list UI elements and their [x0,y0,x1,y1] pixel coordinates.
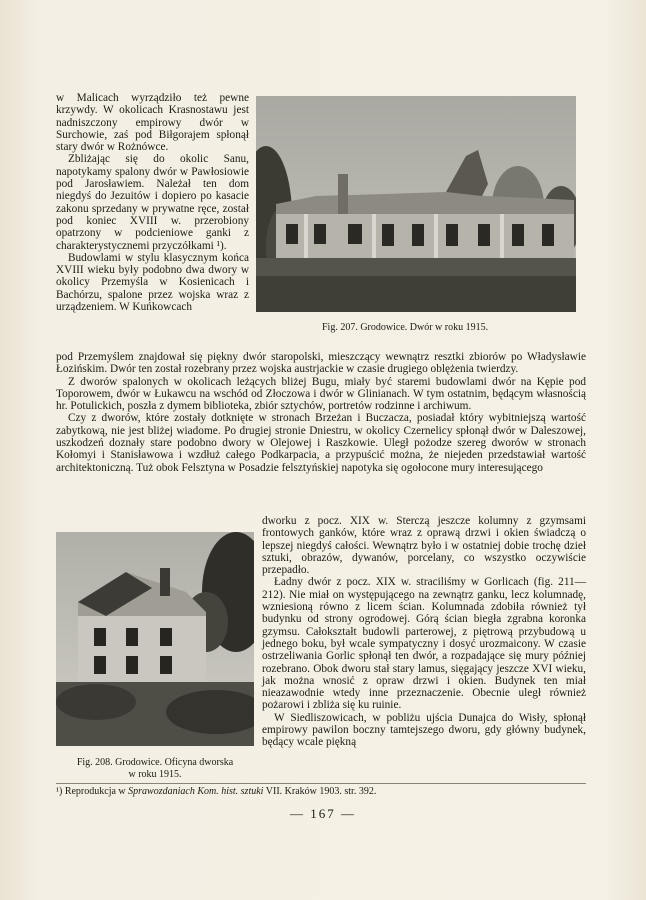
paragraph: Zbliżając się do okolic Sanu, napotykamy spalony dwór w Pawłosiowie pod Jarosławiem. Należał ten dom niegdyś do Jezuitów i dopiero po kasacie zakonu sprzedany w prywatne ręce, został pod koniec XVIII w. przerobiony opatrzony w podcieniowe ganki z charakterystycznemi przyczółkami ¹). [56,153,249,252]
footnote-suffix: VII. Kraków 1903. str. 392. [263,786,377,797]
figure-208-caption-line1: Fig. 208. Grodowice. Oficyna dworska [76,757,234,768]
outbuilding-image [56,532,254,746]
paragraph: W Siedliszowicach, w pobliżu ujścia Dunajca do Wisły, spłonął empirowy pawilon boczny tamtejszego dworu, gdy główny budynek, będący wcale piękną [262,711,586,749]
paragraph: dworku z pocz. XIX w. Sterczą jeszcze kolumny z gzymsami frontowych ganków, które wraz z oprawą drzwi i okien świadczą o lepszej niegdyś całości. Wewnątrz było i w ostatniej dobie trochę dzieł sztuki, obrazów, dywanów, porcelany, co wszystko oczywiście przepadło. [262,515,586,577]
footnote-prefix: ¹) Reprodukcja w [56,786,129,797]
page-number: — 167 — [290,806,356,821]
text-column-full-top [56,351,586,474]
figure-207-photo [256,96,576,312]
figure-208-photo [56,532,254,746]
text-column-right [262,515,586,749]
text-column-top-left [56,92,249,313]
paragraph: w Malicach wyrządziło też pewne krzywdy. W okolicach Krasnostawu jest nadniszczony empirowy dwór w Surchowie, zaś pod Biłgorajem spłonął stary dwór w Rożnówce. [56,92,249,154]
figure-207-caption: Fig. 207. Grodowice. Dwór w roku 1915. [322,322,489,333]
ruined-manor-image [256,96,576,312]
paragraph: pod Przemyślem znajdował się piękny dwór staropolski, mieszczący wewnątrz resztki zbiorów po Władysławie Łozińskim. Dwór ten został rozebrany przez wojska austrjackie w czasie drugiego oblężenia twierdzy. [56,351,586,376]
figure-208-caption [56,757,254,781]
paragraph: Ładny dwór z pocz. XIX w. straciliśmy w Gorlicach (fig. 211—212). Nie miał on występującego na zewnątrz ganku, lecz kolumnadę, wzniesioną równo z licem ścian. Kolumnada zdobiła również tył budynku od strony ogrodowej. Górą ścian biegła zgrabna koronka gzymsu. Całokształt budowli parterowej, z piętrową przybudową u jednego boku, był wcale sympatyczny i dosyć urozmaicony. W czasie ostrzeliwania Gorlic spłonął ten dwór, a rozpadające się mury później rozebrano. Obok dworu stał stary lamus, sięgający jeszcze XVI wieku, jak można wnosić z opraw drzwi i okien. Budynek ten miał nieazawodnie wtedy inne przeznaczenie. Obecnie uległ również pożarowi i zbliża się ku ruinie. [262,576,586,712]
figure-208-caption-line2: w roku 1915. [128,769,182,780]
footnote [56,783,586,798]
paragraph: Budowlami w stylu klasycznym końca XVIII wieku były podobno dwa dwory w okolicy Przemyśla w Kosienicach i Bachórzu, spalone przez wojska wraz z urządzeniem. W Kuńkowcach [56,251,249,314]
paragraph: Z dworów spalonych w okolicach leżących bliżej Bugu, miały być staremi budowlami dwór na Kępie pod Toporowem, dwór w Łukawcu na wschód od Złoczowa i dwór w Glinianach. W tym ostatnim, będącym własnością hr. Potulickich, poszła z dymem biblioteka, zbiór sztychów, portretów rodzinne i archiwum. [56,375,586,413]
footnote-source: Sprawozdaniach Kom. hist. sztuki [128,786,264,797]
paragraph: Czy z dworów, które zostały dotknięte w stronach Brzeżan i Buczacza, posiadał który wybitniejszą wartość zabytkową, nie jest bliżej wiadome. Po drugiej stronie Dniestru, w okolicy Czernelicy spłonął dwór w Daleszowej, uszkodzeń doznały stare podobno dwory w Olejowej i Raszkowie. Uległ pożodze szereg dworów w stronach Kołomyi i Stanisławowa i wzdłuż całego Podkarpacia, a przypuścić można, że niejeden przedstawiał wartość architektoniczną. Tuż obok Felsztyna w Posadzie felsztyńskiej napotyka się ogołocone mury interesującego [56,412,586,474]
